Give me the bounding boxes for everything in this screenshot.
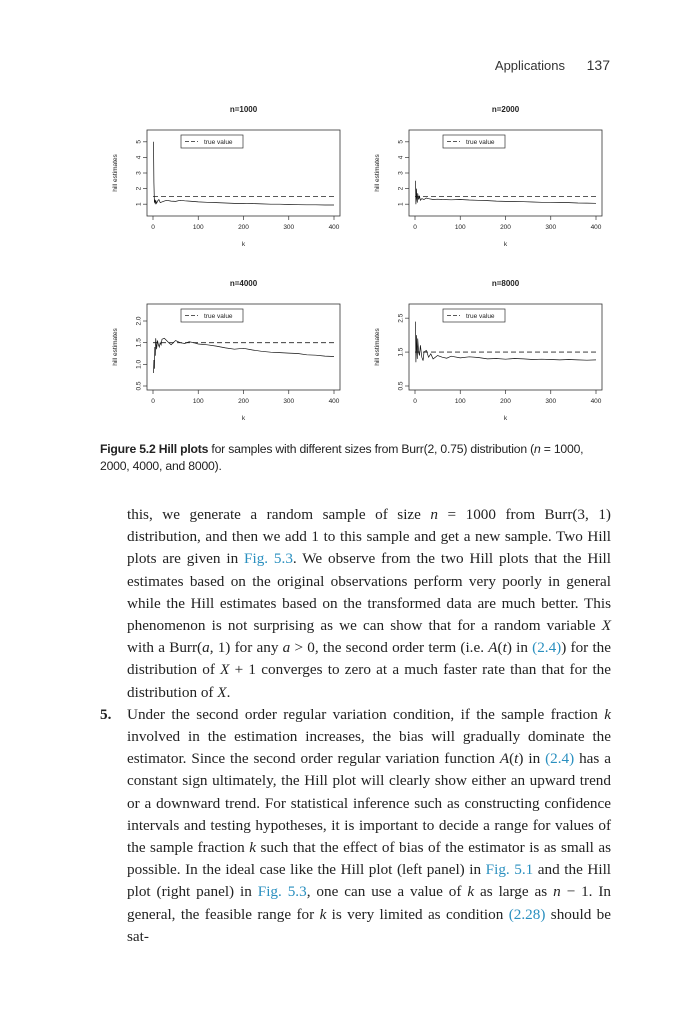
- chart-svg: [90, 100, 340, 260]
- y-tick-label: 0.5: [397, 381, 405, 391]
- x-axis-label: k: [503, 415, 508, 422]
- legend-label: true value: [466, 313, 495, 320]
- hill-estimate-line: [154, 338, 335, 373]
- y-tick-label: 2: [135, 186, 143, 191]
- x-tick-label: 100: [192, 398, 204, 405]
- hill-plot-n2000: [352, 100, 602, 260]
- figure-reference-link[interactable]: Fig. 5.3: [257, 883, 307, 901]
- x-tick-label: 0: [413, 398, 417, 405]
- caption-var: n: [533, 442, 541, 456]
- y-tick-label: 4: [135, 155, 143, 160]
- y-tick-label: 4: [397, 155, 405, 160]
- hill-plot-n1000: [90, 100, 340, 260]
- x-tick-label: 0: [151, 398, 155, 405]
- plot-frame: [147, 304, 340, 390]
- x-tick-label: 300: [283, 224, 295, 231]
- figure-reference-link[interactable]: Fig. 5.3: [244, 550, 293, 568]
- x-tick-label: 0: [151, 224, 155, 231]
- chart-svg: [352, 274, 602, 434]
- hill-estimate-line: [416, 181, 597, 204]
- equation-reference-link[interactable]: (2.4): [532, 639, 562, 657]
- body-text: [100, 504, 612, 948]
- caption-text: = 1000, 2000, 4000, and 8000).: [100, 442, 584, 473]
- y-tick-label: 1: [135, 202, 143, 207]
- x-tick-label: 400: [328, 398, 340, 405]
- y-tick-label: 1.5: [397, 347, 405, 357]
- x-axis-label: k: [503, 241, 508, 248]
- legend-label: true value: [204, 313, 233, 320]
- x-tick-label: 200: [238, 398, 249, 405]
- hill-plot-n4000: [90, 274, 340, 434]
- x-tick-label: 200: [238, 224, 249, 231]
- x-tick-label: 400: [590, 398, 602, 405]
- chart-svg: [352, 100, 602, 260]
- x-tick-label: 300: [283, 398, 295, 405]
- hill-plot-n8000: [352, 274, 602, 434]
- figure-reference-link[interactable]: Fig. 5.1: [485, 861, 534, 879]
- equation-reference-link[interactable]: (2.4): [545, 750, 575, 768]
- y-tick-label: 5: [397, 139, 405, 144]
- section-title: Applications: [494, 58, 566, 73]
- y-tick-label: 3: [135, 171, 143, 175]
- item-number: 5.: [100, 705, 112, 723]
- hill-estimate-line: [154, 142, 335, 205]
- y-axis-label: hill estimates: [112, 328, 119, 366]
- list-item: 5. Under the second order regular variation condition, if the sample fraction k involved in the estimation increases, the bias will gradually dominate the estimator. Since the second order regular variation function A(t) in (2.4) has a constant sign ultimately, the Hill plot will clearly show either an upward trend or a downward trend. For statistical inference such as constructing confidence intervals and testing hypotheses, it is important to decide a range for values of the sample fraction k such that the effect of bias of the estimator is as small as possible. In the ideal case like the Hill plot (left panel) in Fig. 5.1 and the Hill plot (right panel) in Fig. 5.3, one can use a value of k as large as n − 1. In general, the feasible range for k is very limited as condition (2.28) should be sat-: [100, 705, 612, 945]
- x-tick-label: 200: [500, 398, 511, 405]
- x-tick-label: 0: [413, 224, 417, 231]
- chart-title: n=4000: [229, 279, 258, 288]
- y-axis-label: hill estimates: [374, 154, 381, 192]
- legend-label: true value: [204, 139, 233, 146]
- page-number: 137: [586, 57, 610, 73]
- figure-caption: [100, 441, 612, 475]
- x-tick-label: 300: [545, 224, 557, 231]
- figure-label: Figure 5.2: [100, 442, 156, 456]
- x-tick-label: 400: [328, 224, 340, 231]
- caption-text: for samples with different sizes from Burr(2, 0.75) distribution (: [208, 442, 534, 456]
- equation-reference-link[interactable]: (2.28): [508, 905, 546, 923]
- legend-label: true value: [466, 139, 495, 146]
- x-tick-label: 400: [590, 224, 602, 231]
- y-axis-label: hill estimates: [374, 328, 381, 366]
- x-axis-label: k: [241, 241, 246, 248]
- chart-title: n=8000: [491, 279, 520, 288]
- caption-bold: Hill plots: [158, 442, 209, 456]
- y-tick-label: 2.0: [135, 316, 143, 326]
- y-tick-label: 1: [397, 202, 405, 207]
- y-tick-label: 1.0: [135, 359, 143, 369]
- x-tick-label: 100: [454, 224, 466, 231]
- y-tick-label: 5: [135, 139, 143, 144]
- x-axis-label: k: [241, 415, 246, 422]
- chart-title: n=1000: [229, 105, 258, 114]
- x-tick-label: 300: [545, 398, 557, 405]
- y-axis-label: hill estimates: [112, 154, 119, 192]
- hill-estimate-line: [416, 322, 597, 363]
- y-tick-label: 3: [397, 171, 405, 175]
- y-tick-label: 2: [397, 186, 405, 191]
- y-tick-label: 2.5: [397, 313, 405, 323]
- y-tick-label: 1.5: [135, 338, 143, 348]
- x-tick-label: 100: [454, 398, 466, 405]
- chart-svg: [90, 274, 340, 434]
- x-tick-label: 100: [192, 224, 204, 231]
- y-tick-label: 0.5: [135, 381, 143, 391]
- running-head: [495, 57, 610, 73]
- x-tick-label: 200: [500, 224, 511, 231]
- paragraph: this, we generate a random sample of size n = 1000 from Burr(3, 1) distribution, and then we add 1 to this sample and get a new sample. Two Hill plots are given in Fig. 5.3. We observe from the two Hill plots that the Hill estimates based on the original observations perform very poorly in general while the Hill estimates based on the transformed data are much better. This phenomenon is not surprising as we can show that for a random variable X with a Burr(a, 1) for any a > 0, the second order term (i.e. A(t) in (2.4)) for the distribution of X + 1 converges to zero at a much faster rate than that for the distribution of X.: [127, 506, 612, 701]
- plot-frame: [409, 304, 602, 390]
- chart-title: n=2000: [491, 105, 520, 114]
